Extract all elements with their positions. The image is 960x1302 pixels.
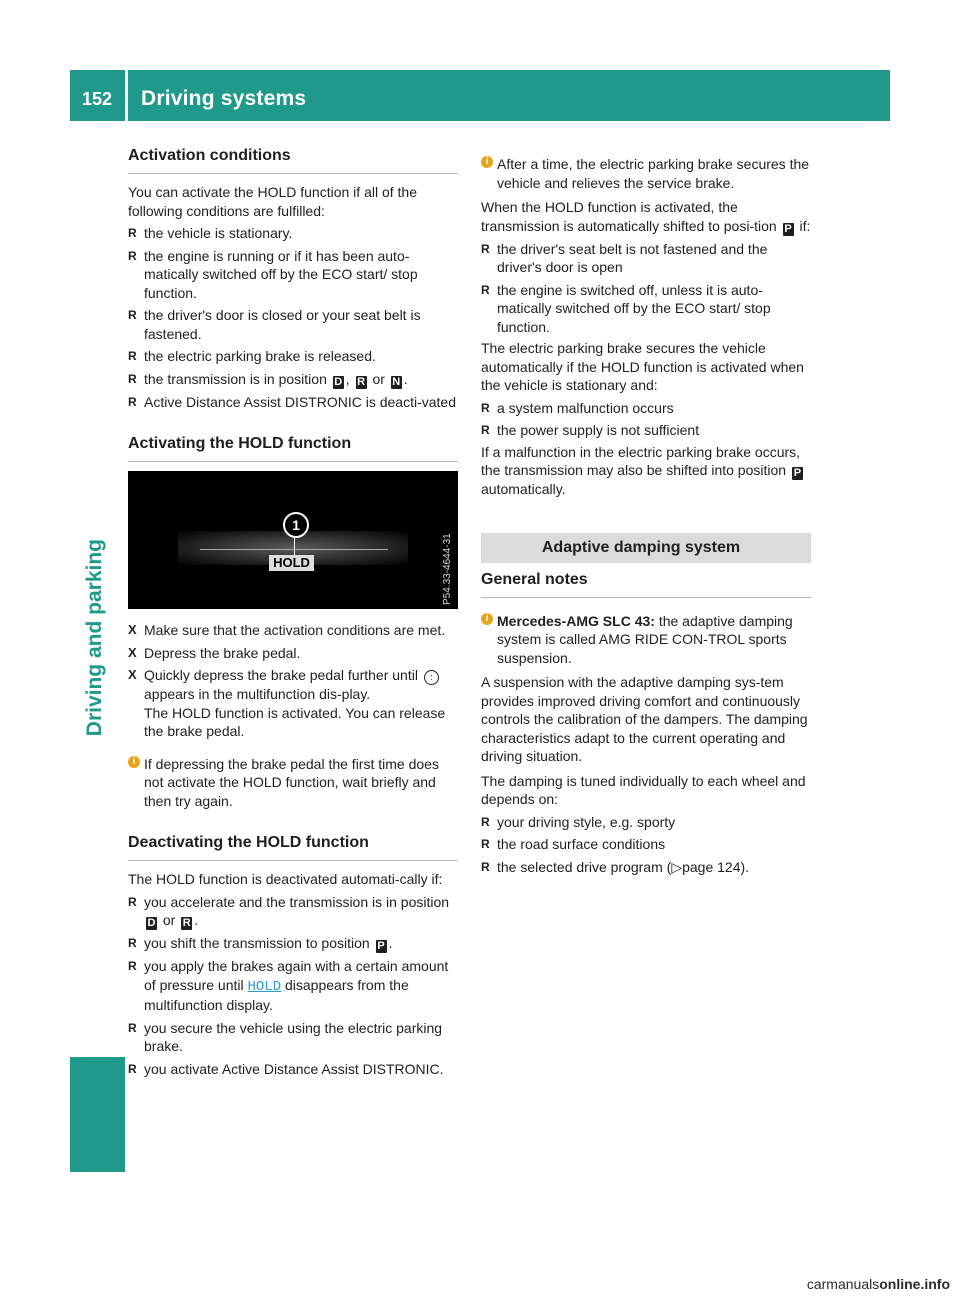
paragraph: A suspension with the adaptive damping sys-tem provides improved driving comfort and continuously controls the calibration of the dampers. The damping characteristics adapt to the current operating and driving situation. xyxy=(481,674,808,764)
sidebar-block xyxy=(70,1057,125,1172)
activating-steps xyxy=(128,621,458,741)
general-notes-heading: General notes xyxy=(481,571,811,598)
list-item: R a system malfunction occurs xyxy=(481,399,811,418)
gear-p-key: P xyxy=(793,467,802,479)
info-icon: i xyxy=(481,613,493,625)
list-item: R you apply the brakes again with a certain amount of pressure until HOLD disappears from the multifunction display. xyxy=(128,957,458,1015)
display-message-hold: HOLD xyxy=(247,978,282,995)
list-item: R the road surface conditions xyxy=(481,835,811,854)
sidebar xyxy=(70,121,125,1172)
right-column xyxy=(481,147,811,876)
gear-p-key: P xyxy=(784,222,792,235)
section-label xyxy=(83,539,113,789)
deactivating-list xyxy=(128,893,458,1079)
figure-reference-text: P54.33-4644-31 xyxy=(442,533,453,605)
parking-brake-list xyxy=(481,399,811,440)
activation-heading: Activation conditions xyxy=(128,147,458,174)
list-item: R your driving style, e.g. sporty xyxy=(481,813,811,832)
gear-d-key: D xyxy=(334,375,343,388)
gear-r-key: R xyxy=(182,917,191,929)
callout-1: 1 xyxy=(283,512,309,538)
list-item: R you shift the transmission to position P . xyxy=(128,934,458,953)
list-item: R the electric parking brake is released. xyxy=(128,347,458,366)
list-item: R you activate Active Distance Assist DISTRONIC. xyxy=(128,1060,458,1079)
callout-stem xyxy=(294,538,295,555)
info-icon: i xyxy=(128,756,140,768)
hold-display-figure xyxy=(128,471,458,609)
list-item: R the transmission is in position D , R or N . xyxy=(128,370,458,389)
list-item: R you accelerate and the transmission is in position D or R . xyxy=(128,893,458,931)
deactivating-heading: Deactivating the HOLD function xyxy=(128,834,458,861)
left-column xyxy=(128,147,458,1078)
gear-p-key: P xyxy=(377,940,385,952)
list-item: R the driver's door is closed or your seat belt is fastened. xyxy=(128,306,458,343)
chapter-title: Driving systems xyxy=(141,87,307,110)
step-item: X Quickly depress the brake pedal further until : appears in the multifunction dis-play. The HOLD function is activated. You can release the brake pedal. xyxy=(128,666,458,741)
gear-n-key: N xyxy=(392,375,401,388)
page-number: 152 xyxy=(82,89,113,109)
list-item: R the engine is running or if it has been auto-matically switched off by the ECO start/ stop function. xyxy=(128,247,458,303)
paragraph: The electric parking brake secures the vehicle automatically if the HOLD function is activated when the vehicle is stationary and: xyxy=(481,340,804,393)
activating-heading: Activating the HOLD function xyxy=(128,435,458,462)
callout-marker: : xyxy=(424,670,439,685)
hold-indicator: HOLD xyxy=(269,555,314,571)
deactivating-intro: The HOLD function is deactivated automati-cally if: xyxy=(128,871,443,887)
page-ref-arrow-icon: ▷ xyxy=(671,858,683,875)
list-item: R the power supply is not sufficient xyxy=(481,421,811,440)
gear-r-key: R xyxy=(357,375,366,388)
page-reference-link[interactable]: page 124). xyxy=(682,858,750,875)
step-item: X Depress the brake pedal. xyxy=(128,644,458,663)
info-icon: i xyxy=(481,156,493,168)
activation-intro: You can activate the HOLD function if all of the following conditions are fulfilled: xyxy=(128,184,417,219)
list-item: R the vehicle is stationary. xyxy=(128,224,458,243)
list-item: R the selected drive program (▷page 124). xyxy=(481,858,811,877)
info-note: i After a time, the electric parking brake secures the vehicle and relieves the service brake. xyxy=(481,155,811,192)
paragraph: The damping is tuned individually to each wheel and depends on: xyxy=(481,772,806,807)
hold-shift-list xyxy=(481,240,811,337)
list-item: R you secure the vehicle using the electric parking brake. xyxy=(128,1019,458,1056)
gear-d-key: D xyxy=(147,917,156,929)
paragraph: If a malfunction in the electric parking brake occurs, the transmission may also be shifted into position P automatically. xyxy=(481,443,802,497)
activation-list xyxy=(128,224,458,411)
list-item: R the engine is switched off, unless it is auto-matically switched off by the ECO start/ stop function. xyxy=(481,281,811,337)
list-item: R Active Distance Assist DISTRONIC is deacti-vated xyxy=(128,393,458,412)
section-label-text: Driving and parking xyxy=(83,539,106,737)
info-note: i Mercedes-AMG SLC 43: the adaptive damping system is called AMG RIDE CON-TROL sports suspension. xyxy=(481,612,811,668)
figure-reference xyxy=(442,471,456,609)
header-divider xyxy=(125,70,128,121)
info-note: i If depressing the brake pedal the first time does not activate the HOLD function, wait briefly and then try again. xyxy=(128,755,458,811)
step-item: X Make sure that the activation conditions are met. xyxy=(128,621,458,640)
damping-factors-list xyxy=(481,813,811,877)
list-item: R the driver's seat belt is not fastened and the driver's door is open xyxy=(481,240,811,277)
adaptive-damping-heading: Adaptive damping system xyxy=(481,533,811,563)
watermark: carmanualsonline.info xyxy=(806,1276,950,1292)
page-header xyxy=(70,70,890,121)
paragraph: When the HOLD function is activated, the transmission is automatically shifted to posi-tion P if: xyxy=(481,199,811,235)
